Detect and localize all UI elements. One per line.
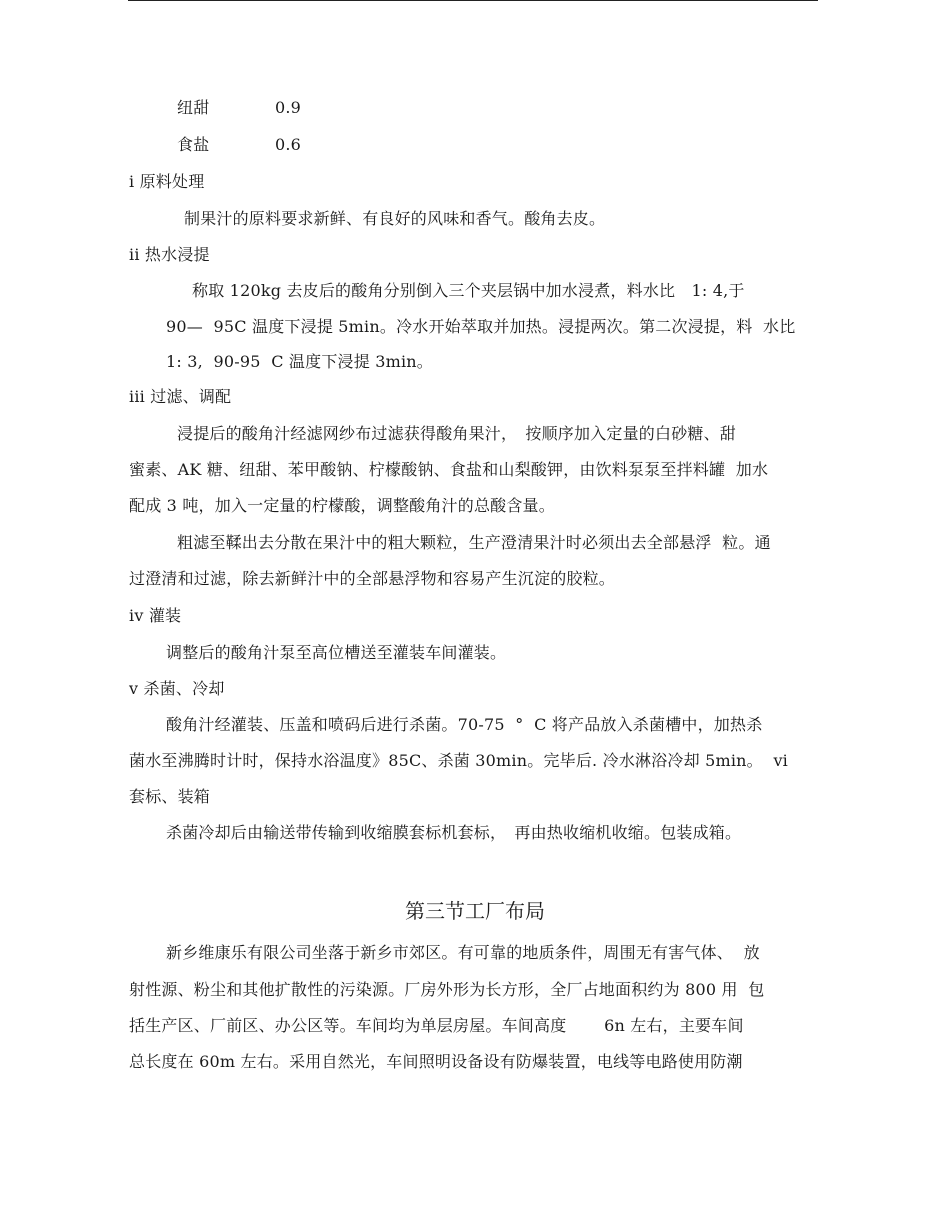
paragraph-line: 蜜素、AK 糖、纽甜、苯甲酸钠、柠檬酸钠、食盐和山梨酸钾，由饮料泵泵至拌料罐 加水 bbox=[129, 460, 769, 479]
paragraph-line: 90— 95C 温度下浸提 5min。冷水开始萃取并加热。浸提两次。第二次浸提，料 水比 bbox=[166, 317, 796, 336]
paragraph-line: 调整后的酸角汁泵至高位槽送至灌装车间灌装。 bbox=[166, 643, 507, 662]
ingredient-name: 纽甜 bbox=[177, 98, 210, 117]
paragraph-line: 配成 3 吨，加入一定量的柠檬酸，调整酸角汁的总酸含量。 bbox=[129, 496, 555, 515]
paragraph-line: 粗滤至鞣出去分散在果汁中的粗大颗粒，生产澄清果汁时必须出去全部悬浮 粒。通 bbox=[177, 533, 771, 552]
step-heading: i 原料处理 bbox=[129, 172, 205, 191]
top-rule bbox=[128, 0, 818, 1]
section-title: 第三节工厂布局 bbox=[405, 899, 545, 923]
paragraph-line: 杀菌冷却后由输送带传输到收缩膜套标机套标， 再由热收缩机收缩。包装成箱。 bbox=[166, 823, 742, 842]
paragraph-line: 总长度在 60m 左右。采用自然光，车间照明设备设有防爆装置，电线等电路使用防潮 bbox=[129, 1052, 743, 1071]
step-heading: ii 热水浸提 bbox=[129, 245, 210, 264]
step-heading: 套标、装箱 bbox=[129, 787, 211, 806]
ingredient-name: 食盐 bbox=[177, 135, 210, 154]
paragraph-line: 称取 120kg 去皮后的酸角分别倒入三个夹层锅中加水浸煮，料水比 1: 4,于 bbox=[192, 281, 745, 300]
ingredient-value: 0.6 bbox=[275, 135, 302, 154]
step-heading: iii 过滤、调配 bbox=[129, 387, 232, 406]
paragraph-line: 浸提后的酸角汁经滤网纱布过滤获得酸角果汁， 按顺序加入定量的白砂糖、甜 bbox=[177, 424, 737, 443]
step-heading: iv 灌装 bbox=[129, 606, 182, 625]
paragraph-line: 制果汁的原料要求新鲜、有良好的风味和香气。酸角去皮。 bbox=[184, 209, 606, 228]
step-heading: v 杀菌、冷却 bbox=[129, 679, 225, 698]
paragraph-line: 酸角汁经灌装、压盖和喷码后进行杀菌。70-75 ° C 将产品放入杀菌槽中，加热杀 bbox=[166, 715, 763, 734]
paragraph-line: 过澄清和过滤，除去新鲜汁中的全部悬浮物和容易产生沉淀的胶粒。 bbox=[129, 569, 616, 588]
paragraph-line: 菌水至沸腾时计时，保持水浴温度》85C、杀菌 30min。完毕后. 冷水淋浴冷却 5min。 vi bbox=[129, 751, 789, 770]
paragraph-line: 射性源、粉尘和其他扩散性的污染源。厂房外形为长方形，全厂占地面积约为 800 用 包 bbox=[129, 980, 765, 999]
paragraph-line: 括生产区、厂前区、办公区等。车间均为单层房屋。车间高度 6n 左右，主要车间 bbox=[129, 1016, 744, 1035]
paragraph-line: 新乡维康乐有限公司坐落于新乡市郊区。有可靠的地质条件，周围无有害气体、 放 bbox=[166, 943, 760, 962]
paragraph-line: 1: 3, 90-95 C 温度下浸提 3min。 bbox=[166, 352, 433, 371]
ingredient-value: 0.9 bbox=[275, 98, 302, 117]
